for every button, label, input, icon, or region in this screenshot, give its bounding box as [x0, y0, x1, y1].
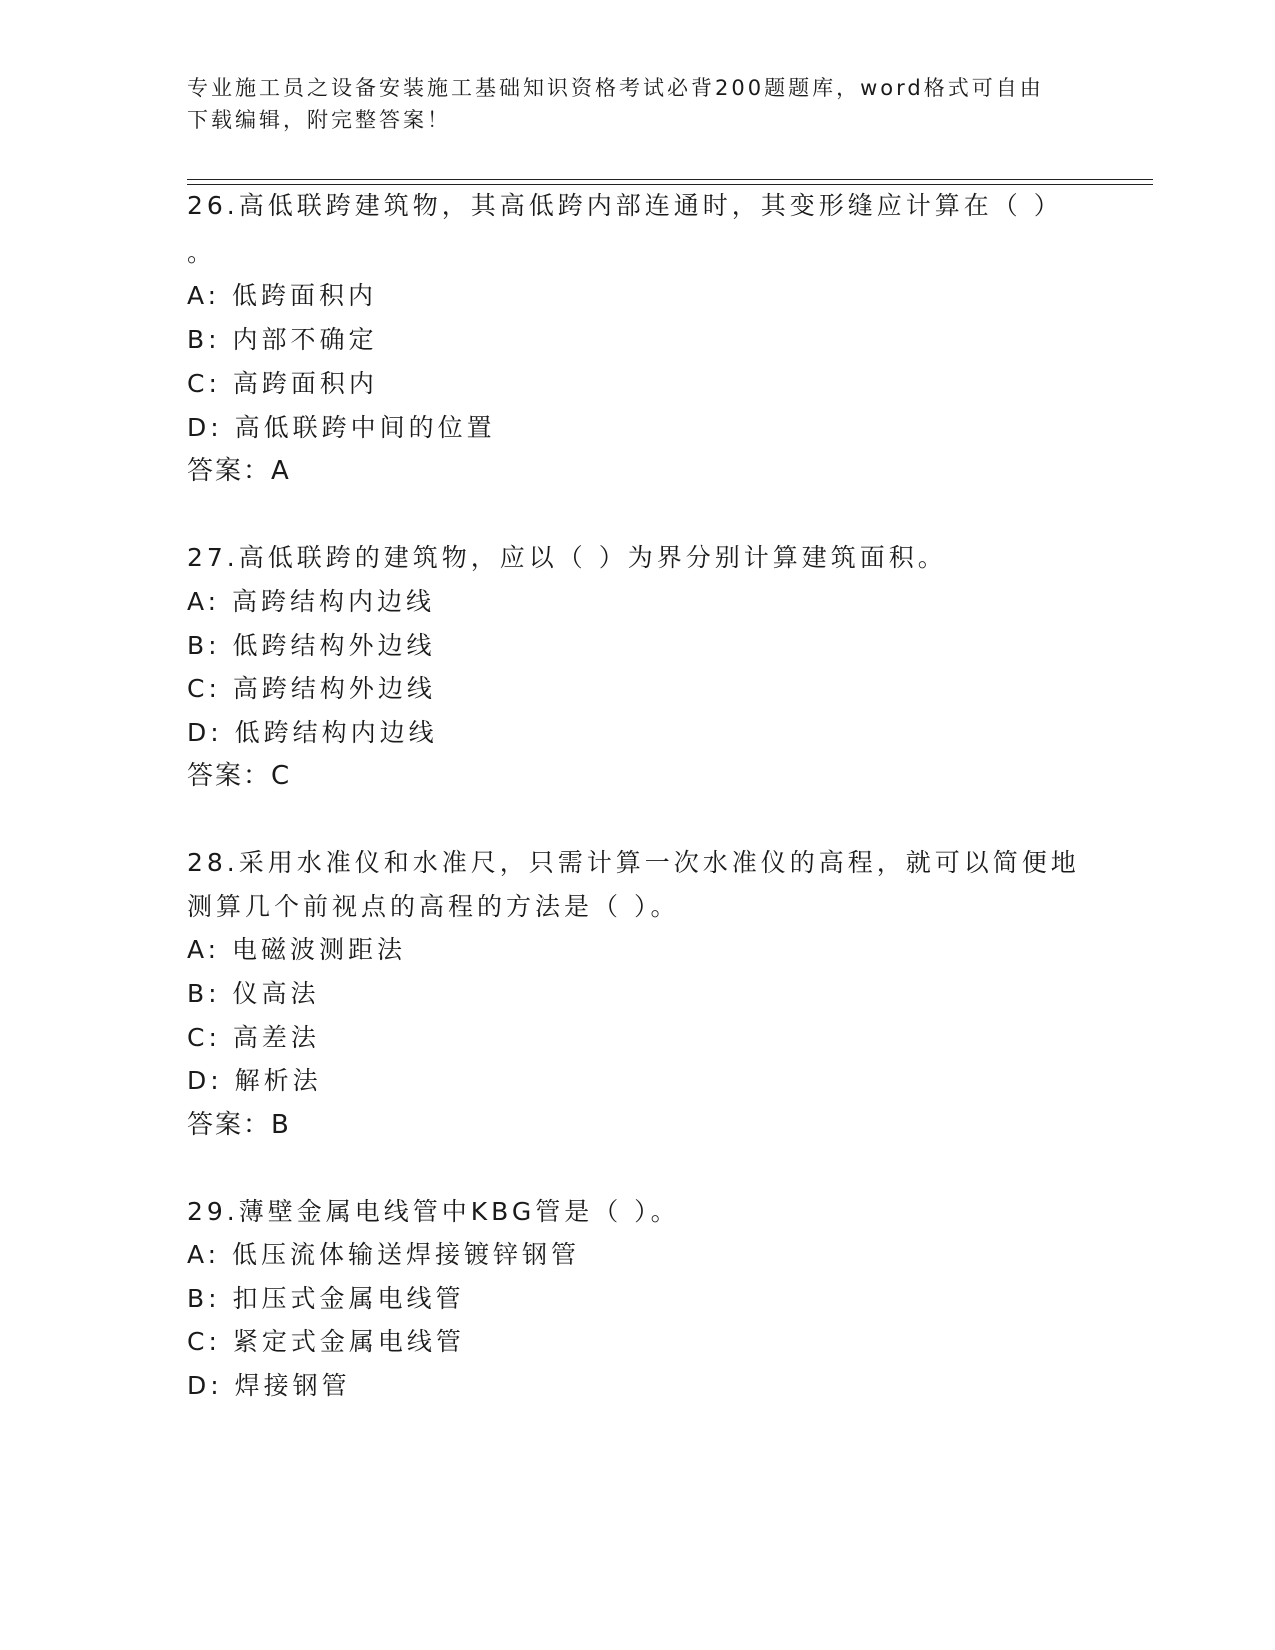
header-divider-top [187, 179, 1153, 180]
question-28-stem-continued: 测算几个前视点的高程的方法是（ ）。 [187, 892, 680, 921]
question-28-option-c: C: 高差法 [187, 1023, 320, 1052]
question-26-answer: 答案：A [187, 456, 291, 486]
question-29-option-a: A: 低压流体输送焊接镀锌钢管 [187, 1240, 581, 1269]
question-28-stem: 28.采用水准仪和水准尺，只需计算一次水准仪的高程，就可以简便地 [187, 848, 1080, 877]
header-divider-bottom [187, 184, 1153, 185]
document-header [187, 72, 1087, 136]
question-28-answer: 答案：B [187, 1110, 291, 1140]
question-27-option-d: D: 低跨结构内边线 [187, 718, 438, 747]
question-29-option-b: B: 扣压式金属电线管 [187, 1284, 465, 1313]
question-27-stem: 27.高低联跨的建筑物，应以（ ）为界分别计算建筑面积。 [187, 543, 947, 572]
question-27-option-a: A: 高跨结构内边线 [187, 587, 436, 616]
question-28-option-d: D: 解析法 [187, 1066, 322, 1095]
question-29-option-c: C: 紧定式金属电线管 [187, 1327, 465, 1356]
question-26-stem: 26.高低联跨建筑物，其高低跨内部连通时，其变形缝应计算在（ ） [187, 191, 1063, 220]
question-28-option-a: A: 电磁波测距法 [187, 935, 407, 964]
question-26-option-d: D: 高低联跨中间的位置 [187, 413, 496, 442]
question-26-stem-continued: 。 [187, 238, 217, 267]
header-line-2: 下载编辑，附完整答案！ [187, 108, 451, 132]
question-26-option-b: B: 内部不确定 [187, 325, 378, 354]
question-28-option-b: B: 仪高法 [187, 979, 320, 1008]
question-27-option-c: C: 高跨结构外边线 [187, 674, 436, 703]
question-27-answer: 答案：C [187, 761, 292, 791]
question-29-option-d: D: 焊接钢管 [187, 1371, 351, 1400]
question-27-option-b: B: 低跨结构外边线 [187, 631, 436, 660]
question-26-option-c: C: 高跨面积内 [187, 369, 378, 398]
question-26-option-a: A: 低跨面积内 [187, 281, 378, 310]
question-29-stem: 29.薄壁金属电线管中KBG管是（ ）。 [187, 1197, 680, 1226]
header-line-1: 专业施工员之设备安装施工基础知识资格考试必背200题题库，word格式可自由 [187, 76, 1044, 100]
